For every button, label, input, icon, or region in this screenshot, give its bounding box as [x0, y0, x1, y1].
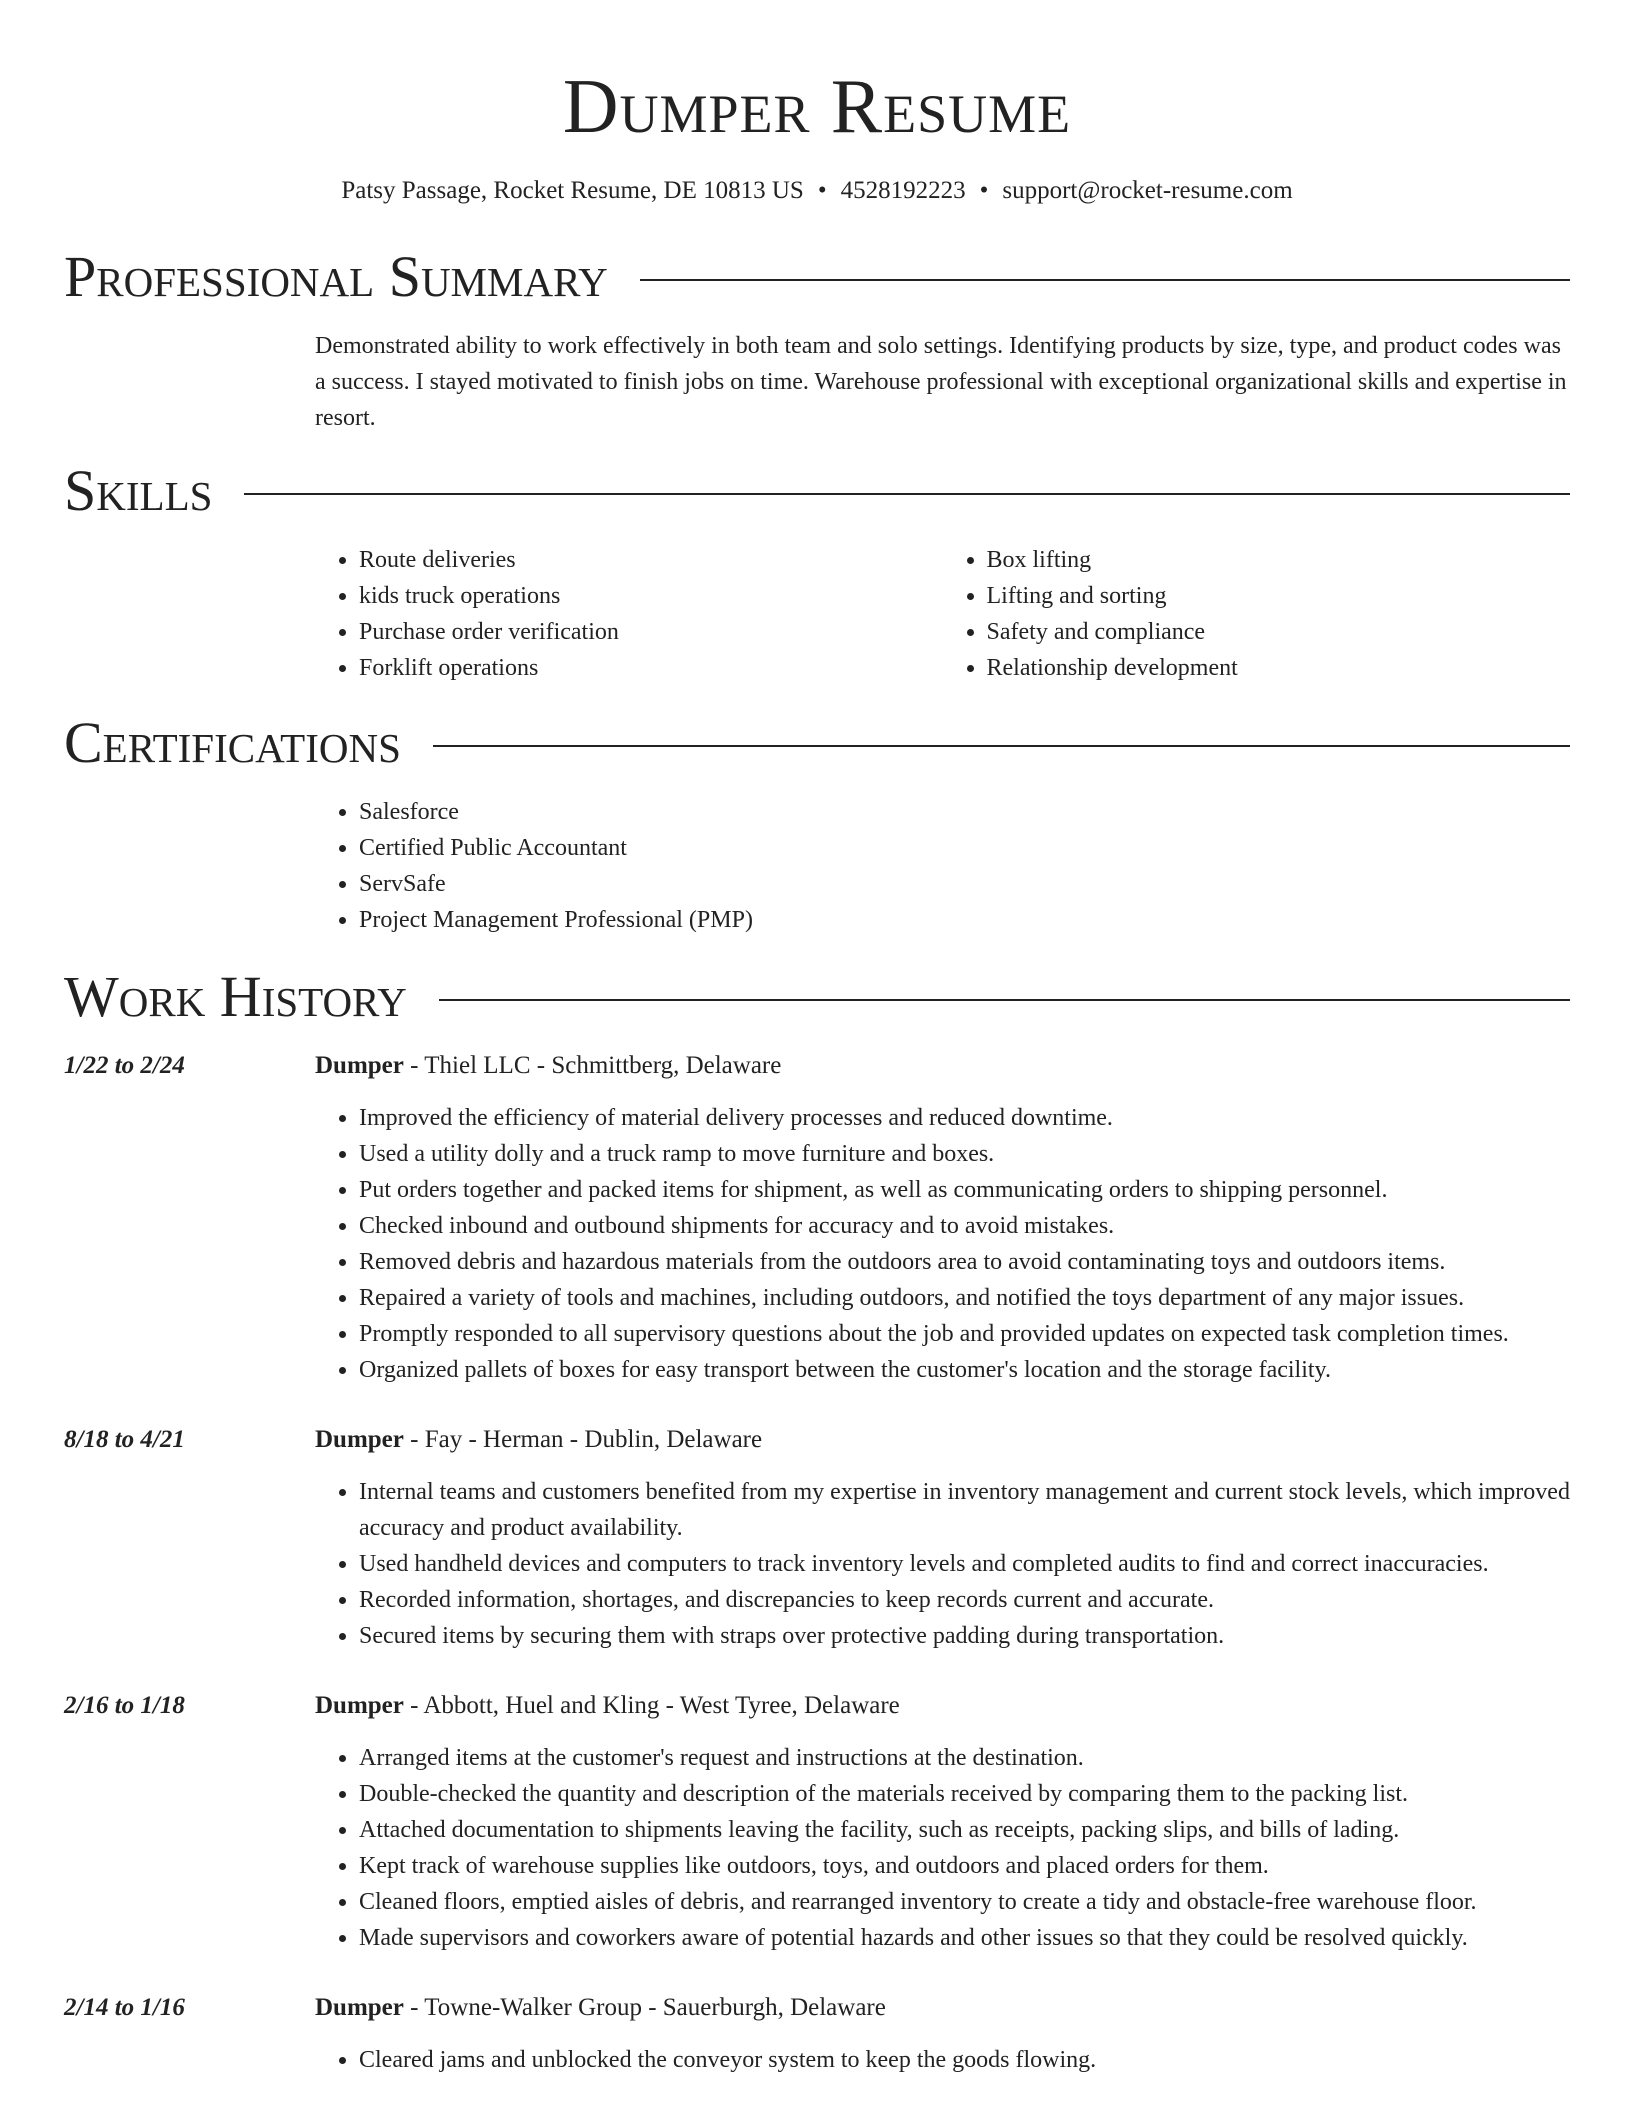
certifications-list	[315, 794, 1570, 938]
job-duties-list	[315, 1474, 1570, 1654]
job-duty: • Cleared jams and unblocked the conveyor system to keep the goods flowing.	[359, 2042, 1570, 2078]
job-entry	[64, 1422, 1570, 1654]
job-duty: • Removed debris and hazardous materials from the outdoors area to avoid contaminating toys and outdoors items.	[359, 1244, 1570, 1280]
job-title-line	[315, 1688, 1570, 1724]
section-divider	[244, 493, 1570, 495]
job-title: Dumper	[315, 1994, 404, 2021]
section-divider	[439, 999, 1570, 1001]
skill-item: • Route deliveries	[359, 542, 943, 578]
job-duty: • Improved the efficiency of material delivery processes and reduced downtime.	[359, 1100, 1570, 1136]
job-duty: • Used handheld devices and computers to track inventory levels and completed audits to find and correct inaccuracies.	[359, 1546, 1570, 1582]
summary-text: Demonstrated ability to work effectively in both team and solo settings. Identifying products by size, type, and product codes was a success. I stayed motivated to finish jobs on time. Warehouse professional with exceptional organizational skills and expertise in resort.	[315, 333, 1567, 431]
skills-list-right	[943, 542, 1571, 686]
section-divider	[640, 279, 1570, 281]
job-duty: • Put orders together and packed items for shipment, as well as communicating orders to shipping personnel.	[359, 1172, 1570, 1208]
contact-line	[64, 176, 1570, 206]
job-company: - Thiel LLC - Schmittberg, Delaware	[403, 1052, 782, 1079]
certifications-section-header	[64, 708, 1570, 778]
job-company: - Fay - Herman - Dublin, Delaware	[403, 1426, 763, 1453]
skill-item: • Lifting and sorting	[987, 578, 1571, 614]
job-dates: 8/18 to 4/21	[64, 1426, 185, 1453]
job-duty: • Double-checked the quantity and description of the materials received by comparing them to the packing list.	[359, 1776, 1570, 1812]
job-entry	[64, 1048, 1570, 1388]
job-duty: • Internal teams and customers benefited from my expertise in inventory management and current stock levels, which improved accuracy and product availability.	[359, 1474, 1570, 1546]
summary-section	[315, 328, 1570, 436]
job-duty: • Attached documentation to shipments leaving the facility, such as receipts, packing slips, and bills of lading.	[359, 1812, 1570, 1848]
job-company: - Abbott, Huel and Kling - West Tyree, Delaware	[403, 1692, 900, 1719]
certification-item: • Certified Public Accountant	[359, 830, 1570, 866]
skills-heading: Skills	[64, 458, 213, 523]
job-duty: • Checked inbound and outbound shipments for accuracy and to avoid mistakes.	[359, 1208, 1570, 1244]
job-duty: • Repaired a variety of tools and machines, including outdoors, and notified the toys department of any major issues.	[359, 1280, 1570, 1316]
certifications-heading: Certifications	[64, 710, 401, 775]
job-duties-list	[315, 1740, 1570, 1956]
job-title: Dumper	[315, 1692, 404, 1719]
skill-item: • kids truck operations	[359, 578, 943, 614]
job-title: Dumper	[315, 1426, 404, 1453]
skill-item: • Box lifting	[987, 542, 1571, 578]
job-duty: • Organized pallets of boxes for easy transport between the customer's location and the storage facility.	[359, 1352, 1570, 1388]
job-duty: • Promptly responded to all supervisory questions about the job and provided updates on expected task completion times.	[359, 1316, 1570, 1352]
job-duties-list	[315, 1100, 1570, 1388]
certification-item: • Project Management Professional (PMP)	[359, 902, 1570, 938]
contact-phone: 4528192223	[840, 177, 966, 204]
job-title-line	[315, 1990, 1570, 2026]
skills-list-left	[315, 542, 943, 686]
job-duty: • Arranged items at the customer's request and instructions at the destination.	[359, 1740, 1570, 1776]
job-duty: • Secured items by securing them with straps over protective padding during transportation.	[359, 1618, 1570, 1654]
section-divider	[433, 745, 1570, 747]
job-dates: 2/14 to 1/16	[64, 1994, 185, 2021]
contact-separator: •	[979, 177, 989, 204]
job-duty: • Kept track of warehouse supplies like outdoors, toys, and outdoors and placed orders for them.	[359, 1848, 1570, 1884]
certifications-section	[315, 794, 1570, 938]
job-duty: • Cleaned floors, emptied aisles of debris, and rearranged inventory to create a tidy and obstacle-free warehouse floor.	[359, 1884, 1570, 1920]
job-title-line	[315, 1422, 1570, 1458]
job-title: Dumper	[315, 1052, 404, 1079]
summary-heading: Professional Summary	[64, 244, 608, 309]
work-history-heading: Work History	[64, 964, 407, 1029]
contact-address: Patsy Passage, Rocket Resume, DE 10813 US	[341, 177, 804, 204]
job-dates: 1/22 to 2/24	[64, 1052, 185, 1079]
job-dates: 2/16 to 1/18	[64, 1692, 185, 1719]
skill-item: • Relationship development	[987, 650, 1571, 686]
job-duty: • Used a utility dolly and a truck ramp to move furniture and boxes.	[359, 1136, 1570, 1172]
contact-separator: •	[817, 177, 827, 204]
job-duty: • Made supervisors and coworkers aware of potential hazards and other issues so that they could be resolved quickly.	[359, 1920, 1570, 1956]
job-entry	[64, 1688, 1570, 1956]
work-history-section-header	[64, 962, 1570, 1032]
work-history-section	[64, 1048, 1570, 2078]
certification-item: • Salesforce	[359, 794, 1570, 830]
skill-item: • Safety and compliance	[987, 614, 1571, 650]
job-duty: • Recorded information, shortages, and discrepancies to keep records current and accurate.	[359, 1582, 1570, 1618]
summary-section-header	[64, 242, 1570, 312]
skills-section	[315, 542, 1570, 686]
skill-item: • Purchase order verification	[359, 614, 943, 650]
job-company: - Towne-Walker Group - Sauerburgh, Delaware	[403, 1994, 886, 2021]
certification-item: • ServSafe	[359, 866, 1570, 902]
skill-item: • Forklift operations	[359, 650, 943, 686]
resume-title: Dumper Resume	[562, 63, 1072, 149]
job-duties-list	[315, 2042, 1570, 2078]
contact-email: support@rocket-resume.com	[1002, 177, 1293, 204]
job-title-line	[315, 1048, 1570, 1084]
skills-section-header	[64, 456, 1570, 526]
job-entry	[64, 1990, 1570, 2078]
resume-page	[64, 0, 1570, 2078]
